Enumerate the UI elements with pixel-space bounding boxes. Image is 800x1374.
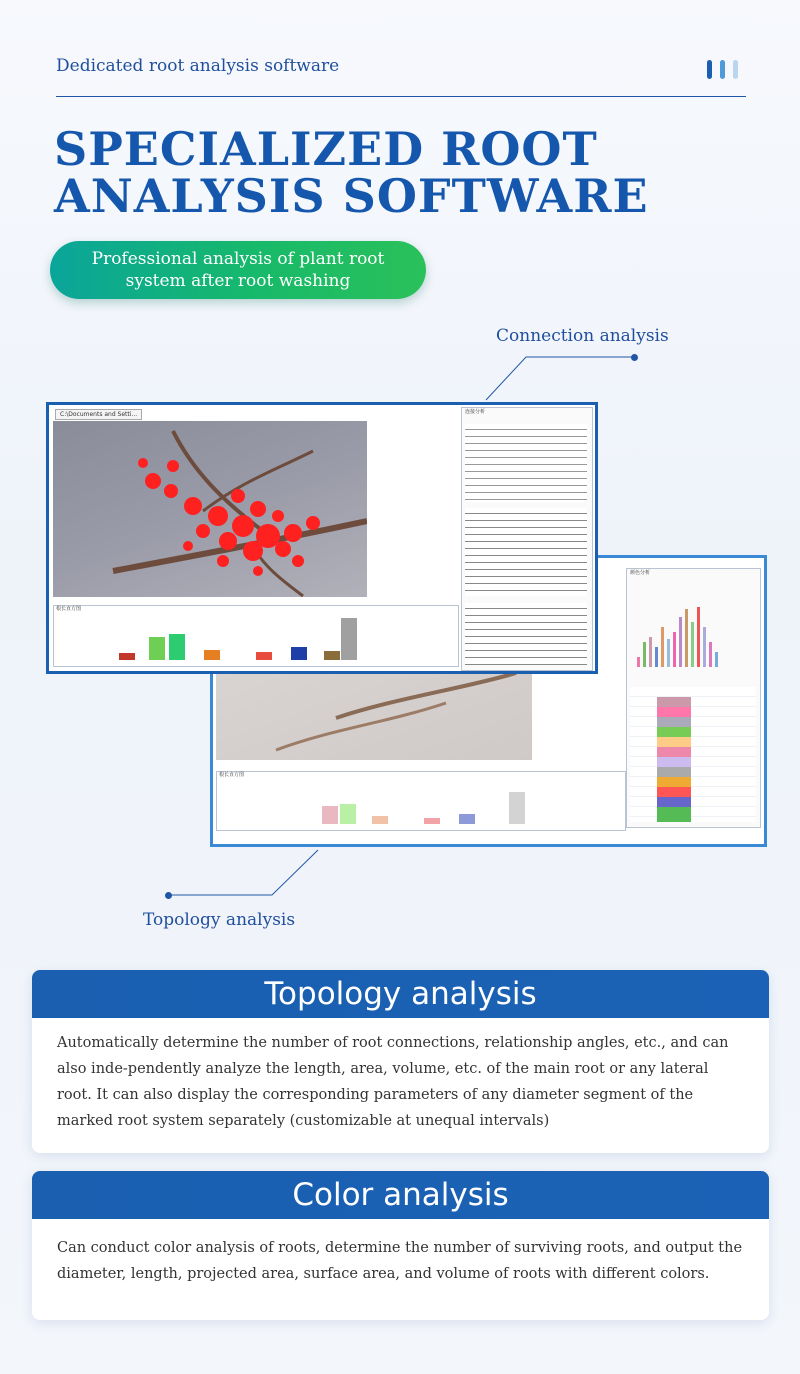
window-a-image	[53, 421, 367, 597]
window-b-histogram	[216, 771, 626, 831]
window-b-right-panel	[626, 568, 761, 828]
histogram-bar	[119, 653, 135, 660]
histogram-bar	[341, 618, 357, 660]
root-image-a	[53, 421, 367, 597]
color-table	[630, 687, 756, 822]
card-color-title: Color analysis	[32, 1171, 769, 1219]
color-histogram	[627, 597, 760, 677]
page-title-line-2: ANALYSIS SOFTWARE	[54, 169, 649, 223]
window-a-hist-title: 根长直方图	[56, 606, 82, 612]
card-color	[32, 1171, 769, 1320]
header-label: Dedicated root analysis software	[56, 56, 340, 76]
window-b-hist-title: 根长直方图	[219, 772, 245, 778]
subtitle-line-1: Professional analysis of plant root	[91, 249, 385, 269]
window-a-right-panel	[461, 407, 593, 671]
histogram-bar	[324, 651, 340, 660]
histogram-bar	[291, 647, 307, 660]
page-title-line-1: SPECIALIZED ROOT	[54, 122, 598, 176]
callout-connection-dot	[631, 354, 638, 361]
callout-topology-label: Topology analysis	[143, 910, 296, 930]
angle-table	[465, 603, 587, 665]
histogram-bar	[169, 634, 185, 660]
histogram-bar	[204, 650, 220, 660]
card-color-text: Can conduct color analysis of roots, determine the number of surviving roots, and output the diameter, length, projected area, surface area, and volume of roots with different colors.	[57, 1240, 743, 1282]
connection-summary	[465, 424, 587, 502]
subtitle-line-2: system after root washing	[125, 271, 351, 291]
window-a-bars	[119, 616, 359, 660]
histogram-bar	[149, 637, 165, 660]
connection-table	[465, 508, 587, 596]
window-a-histogram	[53, 605, 459, 667]
callout-connection-label: Connection analysis	[496, 326, 669, 346]
card-topology-title: Topology analysis	[32, 970, 769, 1018]
window-b-image	[216, 668, 532, 760]
window-b-panel-title: 颜色分析	[630, 570, 651, 576]
card-topology	[32, 970, 769, 1153]
callout-topology-dot	[165, 892, 172, 899]
card-topology-text: Automatically determine the number of root connections, relationship angles, etc., and can also inde-pendently analyze the length, area, volume, etc. of the main root or any lateral root. It can also display the corresponding parameters of any diameter segment of the marked root system separately (customizable at unequal intervals)	[57, 1035, 729, 1129]
histogram-bar	[256, 652, 272, 660]
root-image-b	[216, 668, 532, 760]
window-a-panel-title: 连接分析	[465, 409, 486, 415]
window-a-tab[interactable]: C:\Documents and Setti...	[55, 409, 142, 420]
software-window-connection	[46, 402, 598, 674]
